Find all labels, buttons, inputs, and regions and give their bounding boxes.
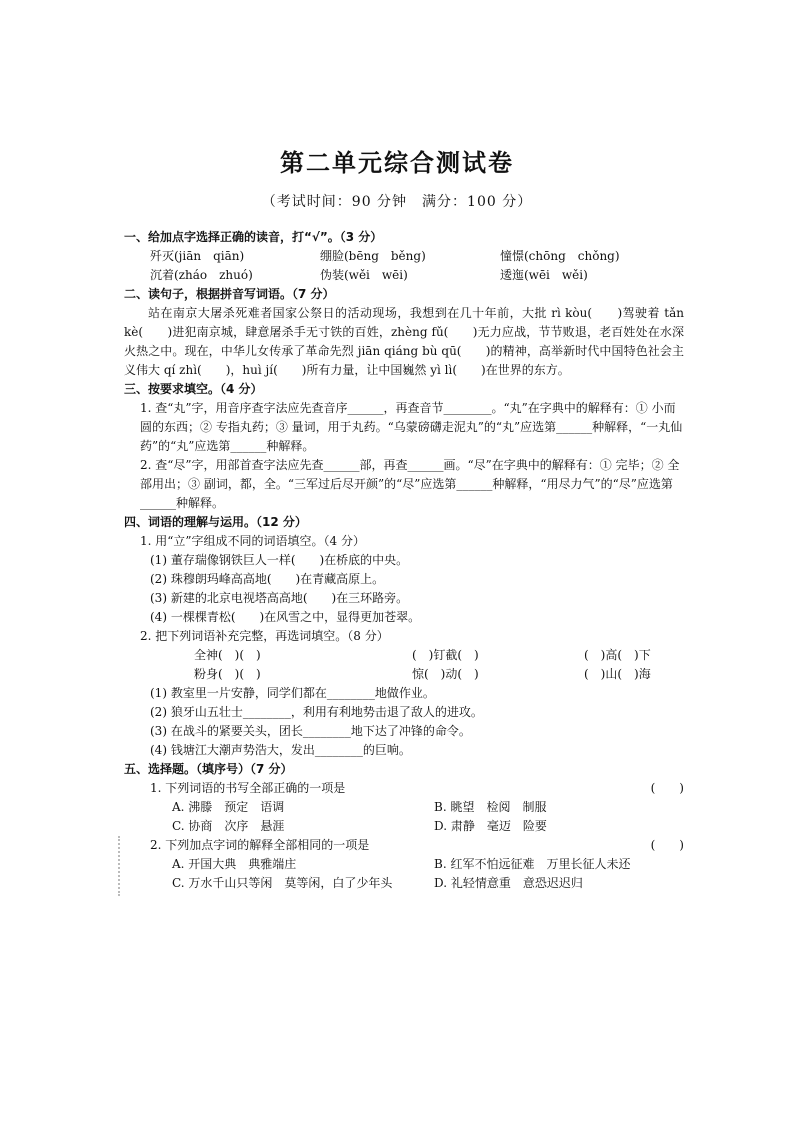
list-item: (1) 教室里一片安静，同学们都在________地做作业。 [150,686,435,700]
section-5-question-1 [124,779,684,798]
question-text: 2. 下列加点字词的解释全部相同的一项是 [150,838,370,852]
pinyin-item: 伪装(wěi wēi) [320,268,408,282]
option-a: A. 开国大典 典雅端庄 [172,857,297,871]
answer-bracket: ( ) [650,781,684,795]
option-b: B. 红军不怕远征难 万里长征人未还 [434,857,631,871]
pinyin-item: 绷脸(bēng běng) [320,249,426,263]
option-d: D. 礼轻情意重 意恐迟迟归 [434,876,583,890]
idiom-row-2 [124,665,684,684]
section-3-question-1: 1. 查“丸”字，用音序查字法应先查音序______，再查音节________。“丸”在字典中的解释有：① 小而圆的东西；② 专指丸药；③ 量词，用于丸药。“乌蒙磅礴走泥丸”的“丸”应选第______种解释，“一丸仙药”的“丸”应选第______种解释。 [140,401,683,453]
option-c: C. 协商 次序 悬涯 [172,819,285,833]
pinyin-item: 逶迤(wēi wěi) [500,268,588,282]
list-item: (2) 珠穆朗玛峰高高地( )在青藏高原上。 [150,572,385,586]
section-5-heading: 五、选择题。（填序号）（7 分） [124,762,293,776]
pinyin-item: 沉着(zháo zhuó) [150,268,253,282]
section-1-heading: 一、给加点字选择正确的读音，打“√”。（3 分） [124,230,383,244]
list-item: (4) 钱塘江大潮声势浩大，发出________的巨响。 [150,743,411,757]
question-text: 1. 下列词语的书写全部正确的一项是 [150,781,346,795]
idiom-blank: 粉身( )( ) [194,667,261,681]
idiom-row-1 [124,646,684,665]
options-row [124,817,684,836]
section-2-paragraph: 站在南京大屠杀死难者国家公祭日的活动现场，我想到在几十年前，大批 rì kòu( )驾驶着 tǎn kè( )进犯南京城，肆意屠杀手无寸铁的百姓，zhèng fǔ( )无力应战，节节败退，老百姓处在水深火热之中。现在，中华儿女传承了革命先烈 jiān qiáng bù qū( )的精神，高举新时代中国特色社会主义伟大 qí zhì( )，huì jí( )所有力量，让中国巍然 yì lì( )在世界的东方。 [124,306,684,377]
section-5-question-2 [124,836,684,855]
pinyin-item: 憧憬(chōng chǒng) [500,249,620,263]
list-item: (4) 一棵棵青松( )在风雪之中，显得更加苍翠。 [150,610,421,624]
section-4-heading: 四、词语的理解与运用。（12 分） [124,515,307,529]
pinyin-row-2 [124,266,684,285]
option-b: B. 眺望 检阅 制服 [434,800,547,814]
options-row [124,874,684,893]
pinyin-item: 歼灭(jiān qiān) [150,249,245,263]
options-row [124,798,684,817]
section-4-question-2: 2. 把下列词语补充完整，再选词填空。（8 分） [140,629,389,643]
binding-margin-dots [118,836,124,896]
section-3-heading: 三、按要求填空。（4 分） [124,382,263,396]
option-c: C. 万水千山只等闲 莫等闲，白了少年头 [172,876,393,890]
idiom-blank: 惊( )动( ) [412,667,479,681]
idiom-blank: ( )高( )下 [584,648,651,662]
section-3-question-2: 2. 查“尽”字，用部首查字法应先查______部，再查______画。“尽”在字典中的解释有：① 完毕；② 全部用出；③ 副词，都，全。“三军过后尽开颜”的“尽”应选第______种解释，“用尽力气”的“尽”应选第______种解释。 [140,458,680,510]
list-item: (1) 董存瑞像钢铁巨人一样( )在桥底的中央。 [150,553,409,567]
section-2-heading: 二、读句子，根据拼音写词语。（7 分） [124,287,335,301]
idiom-blank: ( )钉截( ) [412,648,479,662]
pinyin-row-1 [124,247,684,266]
section-4-question-1: 1. 用“立”字组成不同的词语填空。（4 分） [140,534,365,548]
idiom-blank: ( )山( )海 [584,667,651,681]
list-item: (3) 在战斗的紧要关头，团长________地下达了冲锋的命令。 [150,724,471,738]
answer-bracket: ( ) [650,838,684,852]
exam-content [124,228,684,893]
list-item: (3) 新建的北京电视塔高高地( )在三环路旁。 [150,591,409,605]
idiom-blank: 全神( )( ) [194,648,261,662]
option-a: A. 沸滕 预定 语调 [172,800,285,814]
options-row [124,855,684,874]
list-item: (2) 狼牙山五壮士________，利用有利地势击退了敌人的进攻。 [150,705,483,719]
page-subtitle: （考试时间：90 分钟 满分：100 分） [261,194,533,210]
option-d: D. 肃静 毫迈 险要 [434,819,547,833]
page-title: 第二单元综合测试卷 [280,148,514,177]
